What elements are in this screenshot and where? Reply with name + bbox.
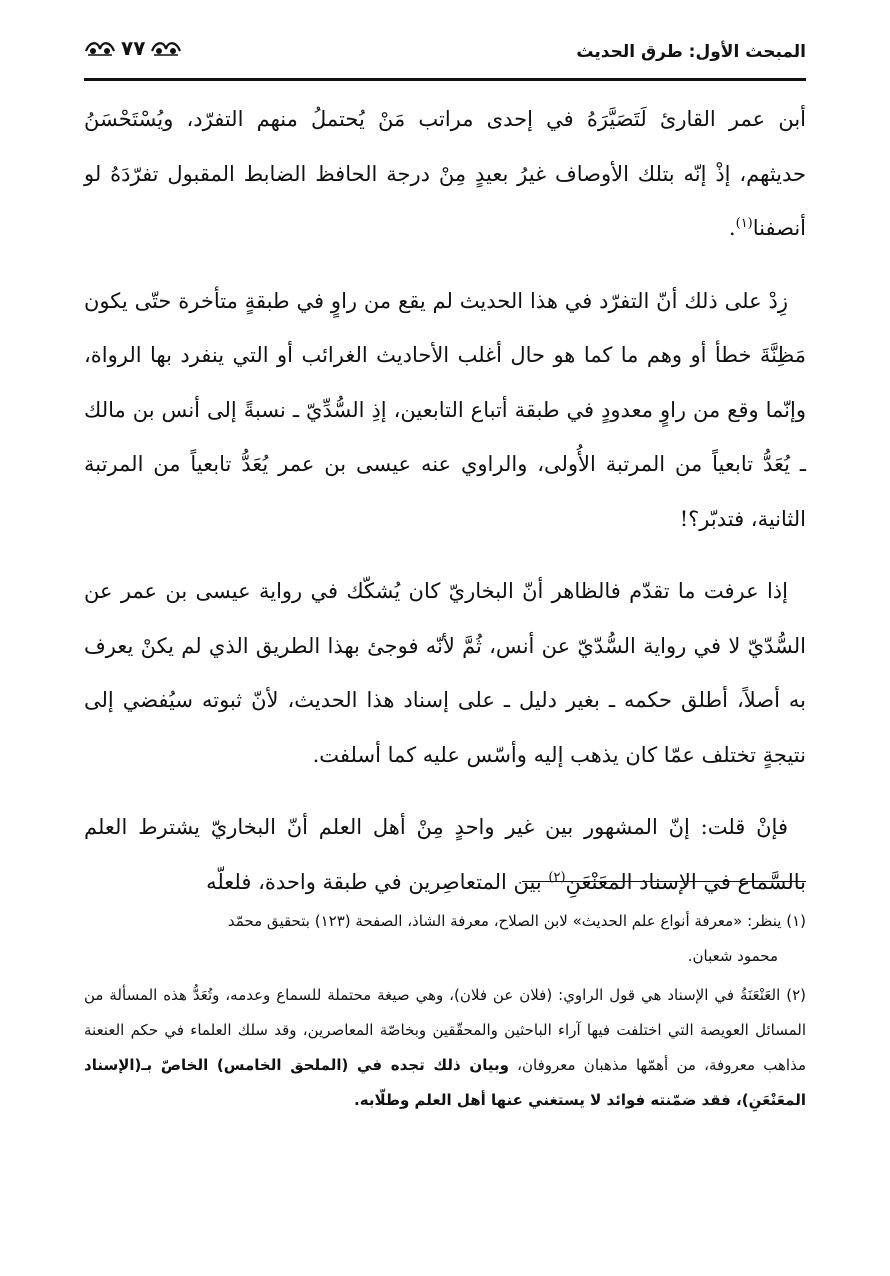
paragraph-4-text-a: فإنْ قلت: إنّ المشهور بين غير واحدٍ مِنْ أهل العلم أنّ البخاريّ يشترط العلم بالسَّماع في الإسناد المعَنْعَنِ xyxy=(84,815,806,894)
page-number: ٧٧ xyxy=(121,36,146,60)
ornament-left-icon xyxy=(84,37,116,59)
paragraph-2-text: زِدْ على ذلك أنّ التفرّد في هذا الحديث لم يقع من راوٍ في طبقةٍ متأخرة حتّى يكون مَظِنَّةَ خطأ أو وهم ما كما هو حال أغلب الأحاديث الغرائب أو التي ينفرد بها الرواة، وإنّما وقع من راوٍ معدودٍ في طبقة أتباع التابعين، إذِ السُّدِّيّ ـ نسبةً إلى أنس بن مالك ـ يُعَدُّ تابعياً من المرتبة الأُولى، والراوي عنه عيسى بن عمر يُعَدُّ تابعياً من المرتبة الثانية، فتدبّر؟! xyxy=(84,288,806,531)
ornament-right-icon xyxy=(150,37,182,59)
page-number-group xyxy=(84,36,182,60)
paragraph-4 xyxy=(84,800,806,909)
footnote-1-line1: ينظر: «معرفة أنواع علم الحديث» لابن الصلاح، معرفة الشاذ، الصفحة (١٢٣) بتحقيق محمّد xyxy=(227,912,782,930)
paragraph-2 xyxy=(84,274,806,547)
footnote-ref-1[interactable]: (١) xyxy=(735,216,753,231)
footnote-2-text: العَنْعَنَةُ في الإسناد هي قول الراوي: (فلان عن فلان)، وهي صيغة محتملة للسماع وعدمه، وتُعَدُّ هذه المسألة من المسائل العويصة التي اختلفت فيها آراء الباحثين والمحقّقين وبخاصّة المعاصرين، وقد سلك العلماء في حكم العنعنة مذاهب معروفة، من أهمّها مذهبان معروفان، xyxy=(84,986,806,1074)
main-text xyxy=(84,92,806,927)
paragraph-1-text: أبن عمر القارئ لَتَصَيَّرَهُ في إحدى مراتب مَنْ يُحتملُ منهم التفرّد، ويُسْتَحْسَنُ حديثهم، إذْ إنّه بتلك الأوصاف غيرُ بعيدٍ مِنْ درجة الحافظ الضابط المقبول تفرّدَهُ لو أنصفنا xyxy=(84,107,806,240)
paragraph-3-text: إذا عرفت ما تقدّم فالظاهر أنّ البخاريّ كان يُشكّك في رواية عيسى بن عمر عن السُّدّيّ لا في رواية السُّدّيّ عن أنس، ثُمَّ لأنّه فوجئ بهذا الطريق الذي لم يكنْ يعرف به أصلاً، أطلق حكمه ـ بغير دليل ـ على إسناد هذا الحديث، لأنّ ثبوته سيُفضي إلى نتيجةٍ تختلف عمّا كان يذهب إليه وأسّس عليه كما أسلفت. xyxy=(84,579,806,767)
header-title: المبحث الأول: طرق الحديث xyxy=(576,42,806,62)
footnote-separator xyxy=(522,881,806,882)
footnote-2 xyxy=(84,978,806,1118)
footnote-1 xyxy=(84,904,806,974)
footnote-1-mark: (١) xyxy=(786,912,806,930)
footnote-2-mark: (٢) xyxy=(786,986,806,1004)
paragraph-4-text-b: بين المتعاصِرين في طبقة واحدة، فلعلّه xyxy=(206,869,542,894)
footnote-1-line2: محمود شعبان. xyxy=(687,947,778,965)
paragraph-1-end: . xyxy=(728,216,736,240)
footnote-ref-2[interactable]: (٢) xyxy=(548,869,566,885)
footnotes xyxy=(84,904,806,1122)
header-divider xyxy=(84,78,806,81)
running-header xyxy=(84,36,806,72)
footnote-2-tail: وبيان ذلك تجده في (الملحق الخامس) الخاصّ بـ(الإسناد المعَنْعَنِ)، فقد ضمّنته فوائد لا يستغني عنها أهل العلم وطلّابه. xyxy=(84,1056,806,1109)
paragraph-3 xyxy=(84,564,806,782)
paragraph-1 xyxy=(84,92,806,256)
